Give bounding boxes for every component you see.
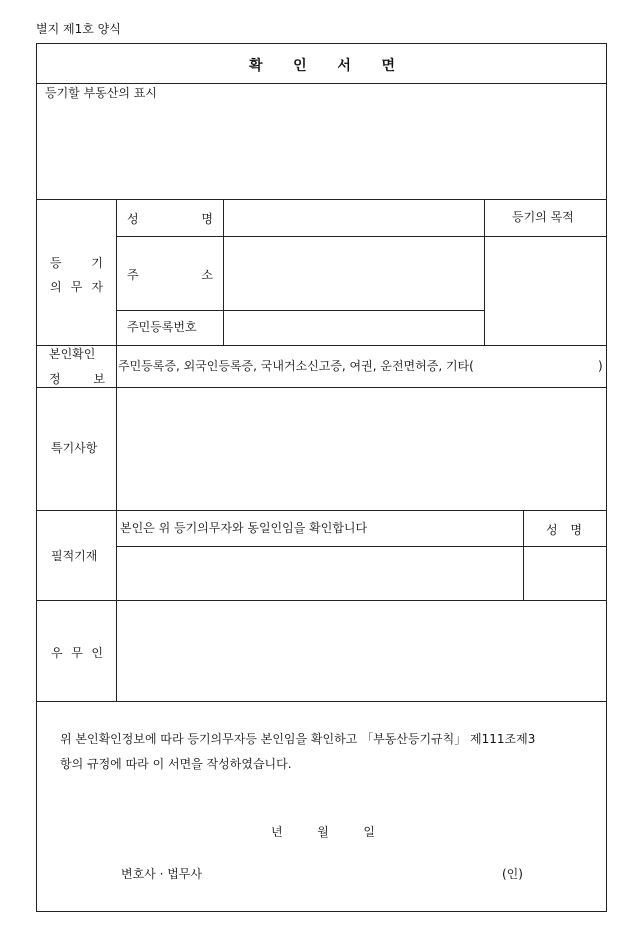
obligor-rrn-field[interactable] [226,313,481,343]
obligor-name-label: 성 명 [127,212,213,226]
registration-purpose-field[interactable] [487,239,604,343]
obligor-group-label-line2: 의 무 자 [50,280,103,294]
property-label: 등기할 부동산의 표시 [45,86,157,100]
form-title: 확 인 서 면 [249,58,395,74]
rule-title-bottom [36,83,607,84]
obligor-sublabel-divider [223,199,224,345]
thumbprint-label: 우 무 인 [51,646,103,660]
identity-label-line2: 정 보 [49,372,105,386]
obligor-rrn-label: 주민등록번호 [127,320,197,334]
certification-statement-line1: 위 본인확인정보에 따라 등기의무자등 본인임을 확인하고 「부동산등기규칙」 제111조제3 [60,732,536,746]
obligor-purpose-divider [484,199,485,345]
certification-date: 년 월 일 [271,825,375,839]
rule-thumbprint-bottom [36,701,607,702]
handwriting-statement: 본인은 위 등기의무자와 동일인임을 확인합니다 [120,521,368,535]
rule-obligor-address-bottom [116,310,485,311]
identity-options-close: ) [598,359,603,373]
outer-border-top [36,43,607,44]
outer-border-right [606,43,607,912]
handwriting-signature-field[interactable] [527,550,604,597]
obligor-address-field[interactable] [226,239,481,307]
rule-identity-bottom [36,387,607,388]
remarks-field[interactable] [120,391,604,507]
rule-handwriting-statement-bottom [116,546,607,547]
rule-obligor-bottom [36,345,607,346]
obligor-address-label: 주 소 [127,268,213,282]
certification-statement-line2: 항의 규정에 따라 이 서면을 작성하였습니다. [60,757,292,771]
seal-label: (인) [502,867,523,881]
handwriting-signature-label: 성 명 [546,523,582,537]
registration-purpose-label: 등기의 목적 [512,210,574,224]
identity-options-text: 주민등록증, 외국인등록증, 국내거소신고증, 여권, 운전면허증, 기타( [118,359,474,373]
outer-border-left [36,43,37,912]
rule-obligor-name-bottom [116,236,607,237]
thumbprint-field[interactable] [120,604,604,698]
remarks-label: 특기사항 [51,441,98,455]
identity-other-input[interactable] [532,356,596,374]
label-column-divider [116,199,117,701]
handwriting-copy-field[interactable] [120,550,520,597]
obligor-group-label-line1: 등 기 [50,256,103,270]
identity-label-line1: 본인확인 [49,347,96,361]
handwriting-signature-divider [523,510,524,600]
outer-border-bottom [36,911,607,912]
certifier-title-label: 변호사 · 법무사 [121,867,202,881]
rule-property-bottom [36,199,607,200]
handwriting-label: 필적기재 [51,549,98,563]
form-number-note: 별지 제1호 양식 [36,22,121,36]
certifier-name-field[interactable] [220,862,490,884]
rule-remarks-bottom [36,510,607,511]
obligor-name-field[interactable] [226,202,481,233]
property-description-field[interactable] [40,102,604,196]
rule-handwriting-bottom [36,600,607,601]
